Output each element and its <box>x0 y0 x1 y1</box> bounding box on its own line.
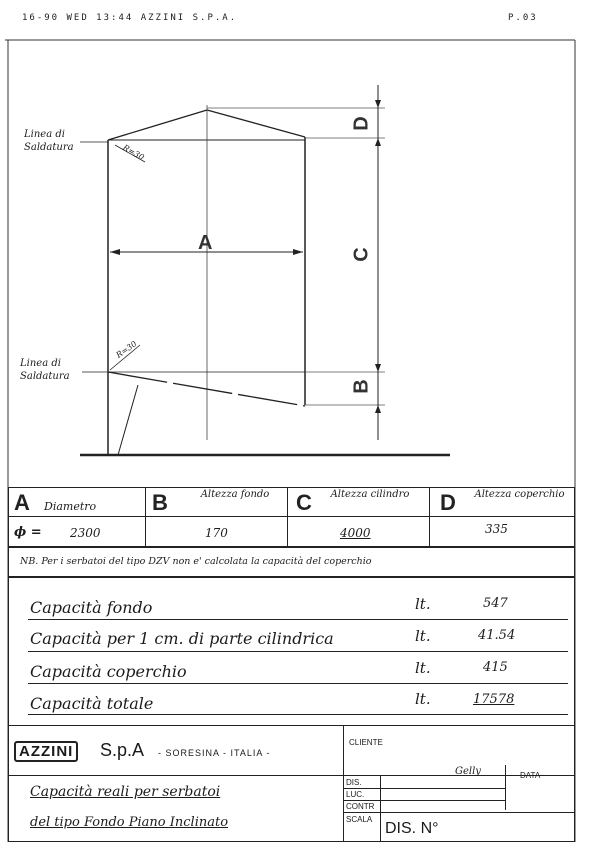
dis-label: DIS. <box>346 778 362 787</box>
doc-title-line1: Capacità reali per serbatoi <box>30 784 221 800</box>
dim-b-label: B <box>350 379 373 394</box>
value-d: 335 <box>485 522 508 536</box>
header-c-text: Altezza cilindro <box>330 489 410 500</box>
fax-header-left: 16-90 WED 13:44 AZZINI S.P.A. <box>22 13 238 23</box>
dim-c-label: C <box>350 247 373 262</box>
cap-totale-value: 17578 <box>473 692 515 707</box>
cap-fondo-value: 547 <box>483 596 508 611</box>
scala-label: SCALA <box>346 815 373 824</box>
company-name: S.p.A <box>100 740 145 760</box>
radius-bottom-label: R=30 <box>114 339 139 360</box>
cap-fondo-unit: lt. <box>415 595 431 613</box>
weld-label-bottom: Linea di Saldatura <box>20 358 70 382</box>
cap-cilindrica-label: Capacità per 1 cm. di parte cilindrica <box>30 629 334 648</box>
inclined-bottom <box>108 372 305 406</box>
signature: Gelly <box>455 766 481 777</box>
value-a: 2300 <box>70 526 101 540</box>
dim-d-label: D <box>350 116 373 131</box>
header-a-text: Diametro <box>44 500 97 513</box>
company-location: - SORESINA - ITALIA - <box>158 748 271 758</box>
dis-number-label: DIS. N° <box>385 820 439 837</box>
header-b-letter: B <box>152 490 168 515</box>
cliente-label: CLIENTE <box>349 738 383 747</box>
header-a-letter: A <box>14 490 30 515</box>
radius-top-label: R=30 <box>121 142 146 163</box>
contr-label: CONTR <box>346 802 375 811</box>
note-text: NB. Per i serbatoi del tipo DZV non e' calcolata la capacità del coperchio <box>20 556 372 567</box>
value-b: 170 <box>205 526 228 540</box>
cap-totale-label: Capacità totale <box>30 694 154 713</box>
support-leg <box>118 385 138 455</box>
doc-title-line2: del tipo Fondo Piano Inclinato <box>30 815 229 830</box>
cap-cilindrica-unit: lt. <box>415 627 431 645</box>
cap-totale-unit: lt. <box>415 690 431 708</box>
header-b-text: Altezza fondo <box>200 489 270 500</box>
weld-label-top: Linea di Saldatura <box>24 129 74 153</box>
cap-coperchio-unit: lt. <box>415 659 431 677</box>
luc-label: LUC. <box>346 790 365 799</box>
header-c-letter: C <box>296 490 312 515</box>
header-d-letter: D <box>440 490 456 515</box>
fax-header-right: P.03 <box>508 13 538 23</box>
cone-top-left <box>108 110 207 140</box>
company-logo: AZZINI <box>14 741 78 762</box>
value-c: 4000 <box>340 526 371 540</box>
data-label: DATA <box>520 771 541 780</box>
dim-a-label: A <box>198 232 213 254</box>
cone-top-right <box>207 110 305 137</box>
cap-coperchio-label: Capacità coperchio <box>30 662 187 681</box>
cap-coperchio-value: 415 <box>483 660 508 675</box>
cap-fondo-label: Capacità fondo <box>30 598 153 617</box>
header-d-text: Altezza coperchio <box>474 489 565 500</box>
cap-cilindrica-value: 41.54 <box>478 628 516 643</box>
phi-label: ϕ = <box>14 525 42 540</box>
